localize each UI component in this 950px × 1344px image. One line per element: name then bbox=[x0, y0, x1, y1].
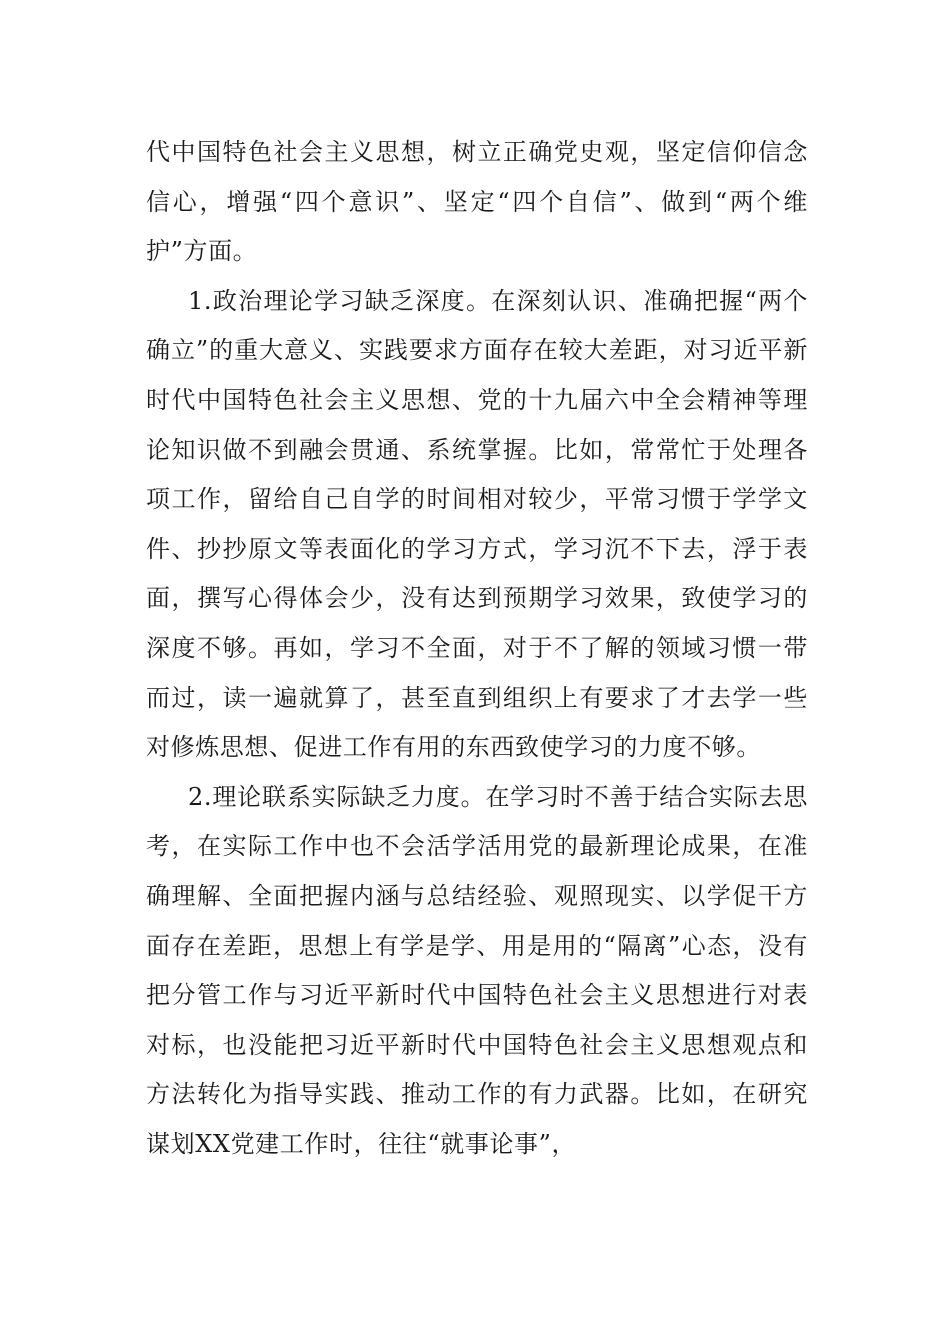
paragraph-item-1: 1.政治理论学习缺乏深度。在深刻认识、准确把握“两个确立”的重大意义、实践要求方面存在较大差距，对习近平新时代中国特色社会主义思想、党的十九届六中全会精神等理论知识做不到融会贯通、系统掌握。比如，常常忙于处理各项工作，留给自己自学的时间相对较少，平常习惯于学学文件、抄抄原文等表面化的学习方式，学习沉不下去，浮于表面，撰写心得体会少，没有达到预期学习效果，致使学习的深度不够。再如，学习不全面，对于不了解的领域习惯一带而过，读一遍就算了，甚至直到组织上有要求了才去学一些对修炼思想、促进工作有用的东西致使学习的力度不够。 bbox=[146, 286, 808, 762]
paragraph-continuation: 代中国特色社会主义思想，树立正确党史观，坚定信仰信念信心，增强“四个意识”、坚定“四个自信”、做到“两个维护”方面。 bbox=[146, 138, 808, 266]
document-body bbox=[146, 128, 808, 1169]
paragraph-item-2: 2.理论联系实际缺乏力度。在学习时不善于结合实际去思考，在实际工作中也不会活学活用党的最新理论成果，在准确理解、全面把握内涵与总结经验、观照现实、以学促干方面存在差距，思想上有学是学、用是用的“隔离”心态，没有把分管工作与习近平新时代中国特色社会主义思想进行对表对标，也没能把习近平新时代中国特色社会主义思想观点和方法转化为指导实践、推动工作的有力武器。比如，在研究谋划XX党建工作时，往往“就事论事”， bbox=[146, 782, 808, 1158]
